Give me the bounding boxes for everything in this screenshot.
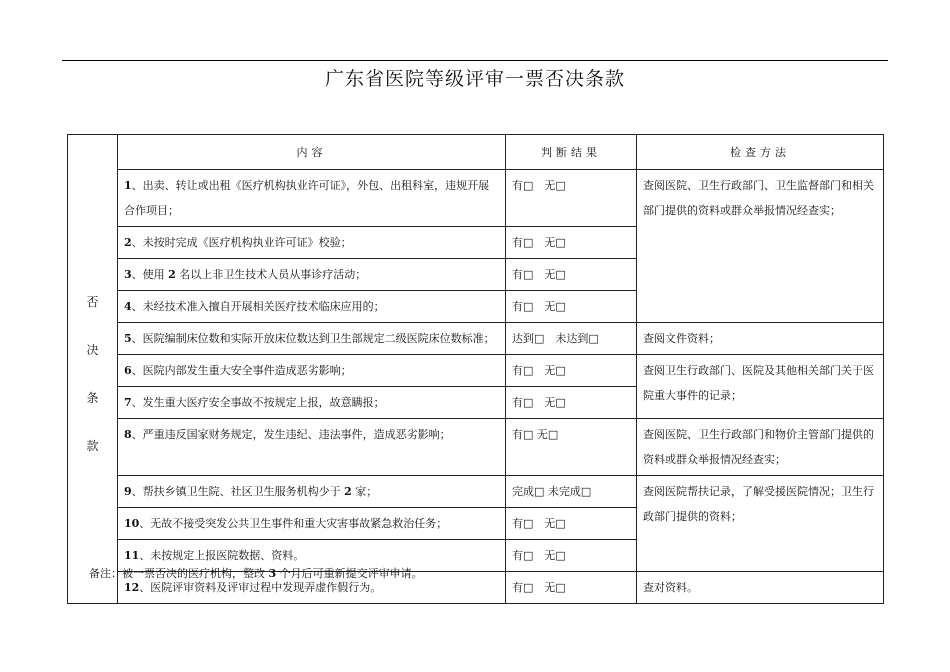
judgement-checkbox[interactable]: 有□ 无□	[506, 508, 637, 540]
header-method: 检查方法	[637, 135, 884, 170]
side-label-char: 否	[86, 295, 99, 309]
method-text: 查阅医院帮扶记录，了解受援医院情况；卫生行政部门提供的资料；	[637, 476, 884, 572]
judgement-checkbox[interactable]: 有□ 无□	[506, 170, 637, 227]
judgement-checkbox[interactable]: 有□ 无□	[506, 355, 637, 387]
judgement-checkbox[interactable]: 达到□ 未达到□	[506, 323, 637, 355]
clause-text: 5、医院编制床位数和实际开放床位数达到卫生部规定二级医院床位数标准；	[118, 323, 506, 355]
clause-text: 6、医院内部发生重大安全事件造成恶劣影响；	[118, 355, 506, 387]
header-content: 内容	[118, 135, 506, 170]
table-row	[68, 170, 884, 227]
judgement-checkbox[interactable]: 有□ 无□	[506, 387, 637, 419]
footnote: 备注：被一票否决的医疗机构，整改 3 个月后可重新提交评审申请。	[89, 567, 423, 580]
judgement-checkbox[interactable]: 有□ 无□	[506, 259, 637, 291]
table-header-row	[68, 135, 884, 170]
method-text: 查阅卫生行政部门、医院及其他相关部门关于医院重大事件的记录；	[637, 355, 884, 419]
table-row	[68, 419, 884, 476]
method-text: 查阅医院、卫生行政部门、卫生监督部门和相关部门提供的资料或群众举报情况经查实；	[637, 170, 884, 323]
table-row	[68, 355, 884, 387]
clause-text: 10、无故不接受突发公共卫生事件和重大灾害事故紧急救治任务；	[118, 508, 506, 540]
method-text: 查阅医院、卫生行政部门和物价主管部门提供的资料或群众举报情况经查实；	[637, 419, 884, 476]
clause-text: 7、发生重大医疗安全事故不按规定上报，故意瞒报；	[118, 387, 506, 419]
clause-text: 3、使用 2 名以上非卫生技术人员从事诊疗活动；	[118, 259, 506, 291]
judgement-checkbox[interactable]: 有□ 无□	[506, 291, 637, 323]
judgement-checkbox[interactable]: 有□ 无□	[506, 419, 637, 476]
method-text: 查对资料。	[637, 572, 884, 604]
judgement-checkbox[interactable]: 有□ 无□	[506, 572, 637, 604]
clause-text: 9、帮扶乡镇卫生院、社区卫生服务机构少于 2 家；	[118, 476, 506, 508]
side-label-char: 条	[86, 391, 99, 405]
clause-text: 2、未按时完成《医疗机构执业许可证》校验；	[118, 227, 506, 259]
side-label-char: 款	[86, 439, 99, 453]
judgement-checkbox[interactable]: 有□ 无□	[506, 540, 637, 572]
clause-text: 11、未按规定上报医院数据、资料。	[118, 540, 506, 572]
table-row	[68, 323, 884, 355]
clause-text: 8、严重违反国家财务规定，发生违纪、违法事件，造成恶劣影响；	[118, 419, 506, 476]
top-rule	[62, 60, 888, 61]
header-judgement: 判断结果	[506, 135, 637, 170]
document-title: 广东省医院等级评审一票否决条款	[324, 68, 625, 90]
clause-text: 1、出卖、转让或出租《医疗机构执业许可证》，外包、出租科室，违规开展合作项目；	[118, 170, 506, 227]
side-label-char: 决	[86, 343, 99, 357]
side-label-cell	[68, 135, 118, 604]
table-row	[68, 476, 884, 508]
judgement-checkbox[interactable]: 完成□ 未完成□	[506, 476, 637, 508]
veto-clauses-table	[67, 134, 884, 604]
judgement-checkbox[interactable]: 有□ 无□	[506, 227, 637, 259]
clause-text: 4、未经技术准入擅自开展相关医疗技术临床应用的；	[118, 291, 506, 323]
method-text: 查阅文件资料；	[637, 323, 884, 355]
clause-text: 12、医院评审资料及评审过程中发现弄虚作假行为。	[118, 572, 506, 604]
